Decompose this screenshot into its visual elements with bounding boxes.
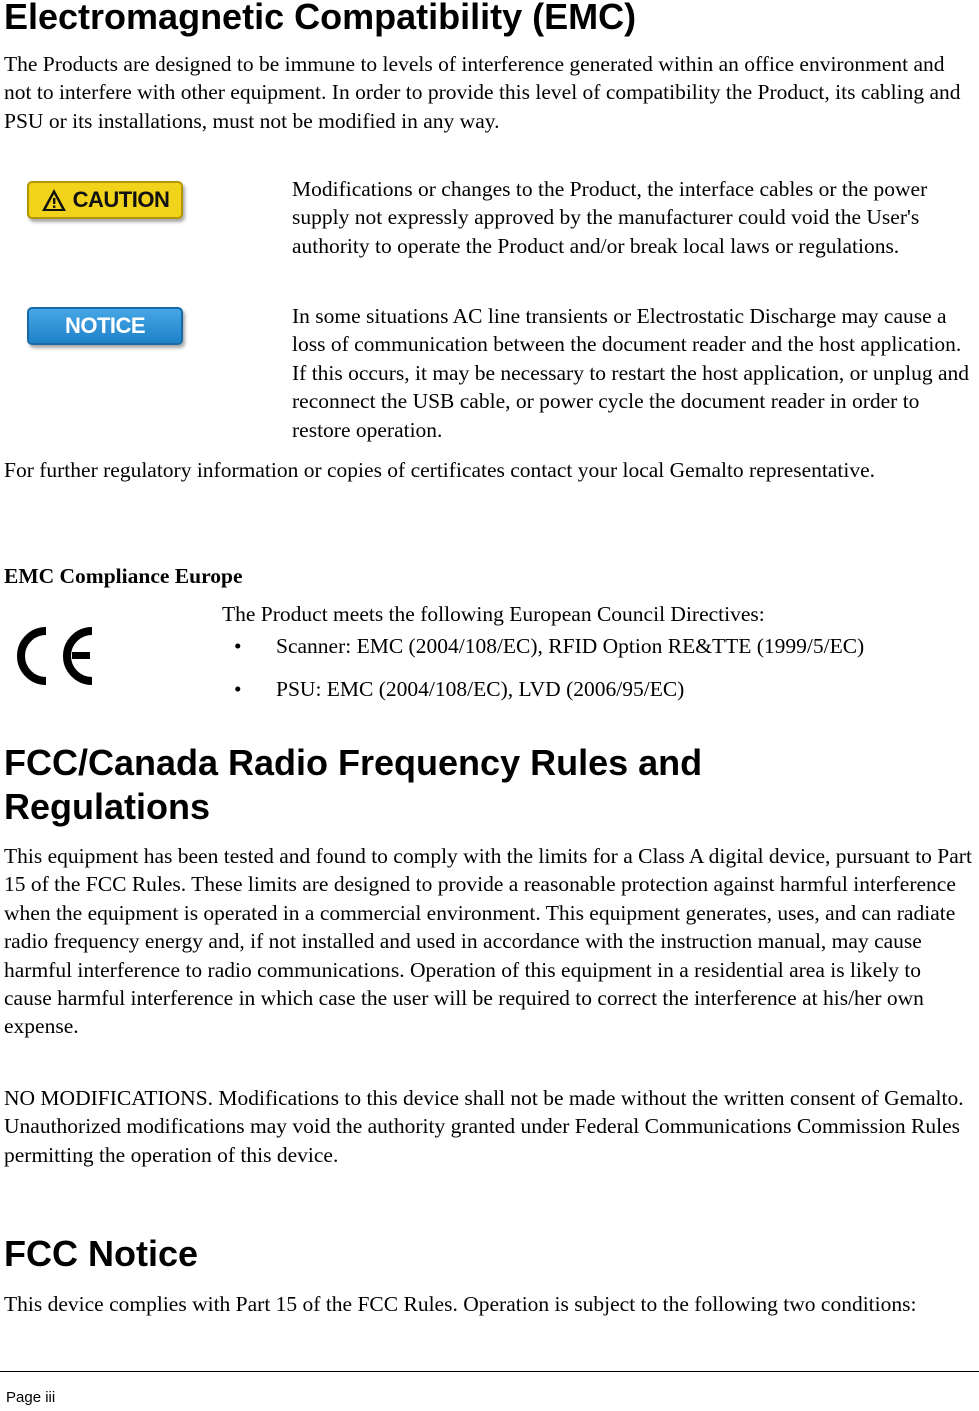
footer-divider — [0, 1371, 979, 1372]
directive-list-item — [234, 675, 684, 703]
emc-intro-paragraph: The Products are designed to be immune to levels of interference generated within an office environment and not to interfere with other equipment. In order to provide this level of compatibility the Product, its cabling and PSU or its installations, must not be modified in any way. — [4, 52, 961, 133]
warning-triangle-icon — [41, 188, 67, 212]
caution-badge-label: CAUTION — [72, 187, 170, 212]
fcc-notice-heading: FCC Notice — [4, 1233, 199, 1274]
notice-text: In some situations AC line transients or Electrostatic Discharge may cause a loss of communication between the document reader and the host application. If this occurs, it may be necessary to restart the host application, or unplug and reconnect the USB cable, or power cycle the document reader in order to restore operation. — [292, 304, 970, 442]
directive-list-item — [234, 632, 864, 660]
fcc-notice-paragraph: This device complies with Part 15 of the FCC Rules. Operation is subject to the following two conditions: — [4, 1292, 917, 1316]
bullet-icon: • — [234, 677, 242, 701]
emc-europe-intro: The Product meets the following European Council Directives: — [222, 602, 765, 626]
caution-text: Modifications or changes to the Product, the interface cables or the power supply not expressly approved by the manufacturer could void the User's authority to operate the Product and/or break local laws or regulations. — [292, 177, 928, 258]
notice-badge-label: NOTICE — [64, 313, 146, 338]
ce-mark-icon — [12, 624, 98, 688]
emc-europe-heading: EMC Compliance Europe — [4, 564, 243, 588]
bullet-icon: • — [234, 634, 242, 658]
emc-heading: Electromagnetic Compatibility (EMC) — [4, 0, 637, 37]
fcc-canada-paragraph-2: NO MODIFICATIONS. Modifications to this device shall not be made without the written consent of Gemalto. Unauthorized modifications may void the authority granted under Federal Communications Commission Rules permitting the operation of this device. — [4, 1086, 964, 1167]
further-info-paragraph: For further regulatory information or copies of certificates contact your local Gemalto representative. — [4, 458, 876, 482]
directive-text: Scanner: EMC (2004/108/EC), RFID Option RE&TTE (1999/5/EC) — [276, 634, 865, 658]
caution-badge — [27, 181, 183, 219]
page-number: Page iii — [6, 1389, 56, 1406]
directive-text: PSU: EMC (2004/108/EC), LVD (2006/95/EC) — [276, 677, 685, 701]
notice-badge — [27, 307, 183, 345]
fcc-canada-paragraph-1: This equipment has been tested and found to comply with the limits for a Class A digital device, pursuant to Part 15 of the FCC Rules. These limits are designed to provide a reasonable protection against harmful interference when the equipment is operated in a commercial environment. This equipment generates, uses, and can radiate radio frequency energy and, if not installed and used in accordance with the instruction manual, may cause harmful interference to radio communications. Operation of this equipment in a residential area is likely to cause harmful interference in which case the user will be required to correct the interference at his/her own expense. — [4, 844, 972, 1039]
fcc-canada-heading: FCC/Canada Radio Frequency Rules and Regulations — [4, 742, 703, 827]
